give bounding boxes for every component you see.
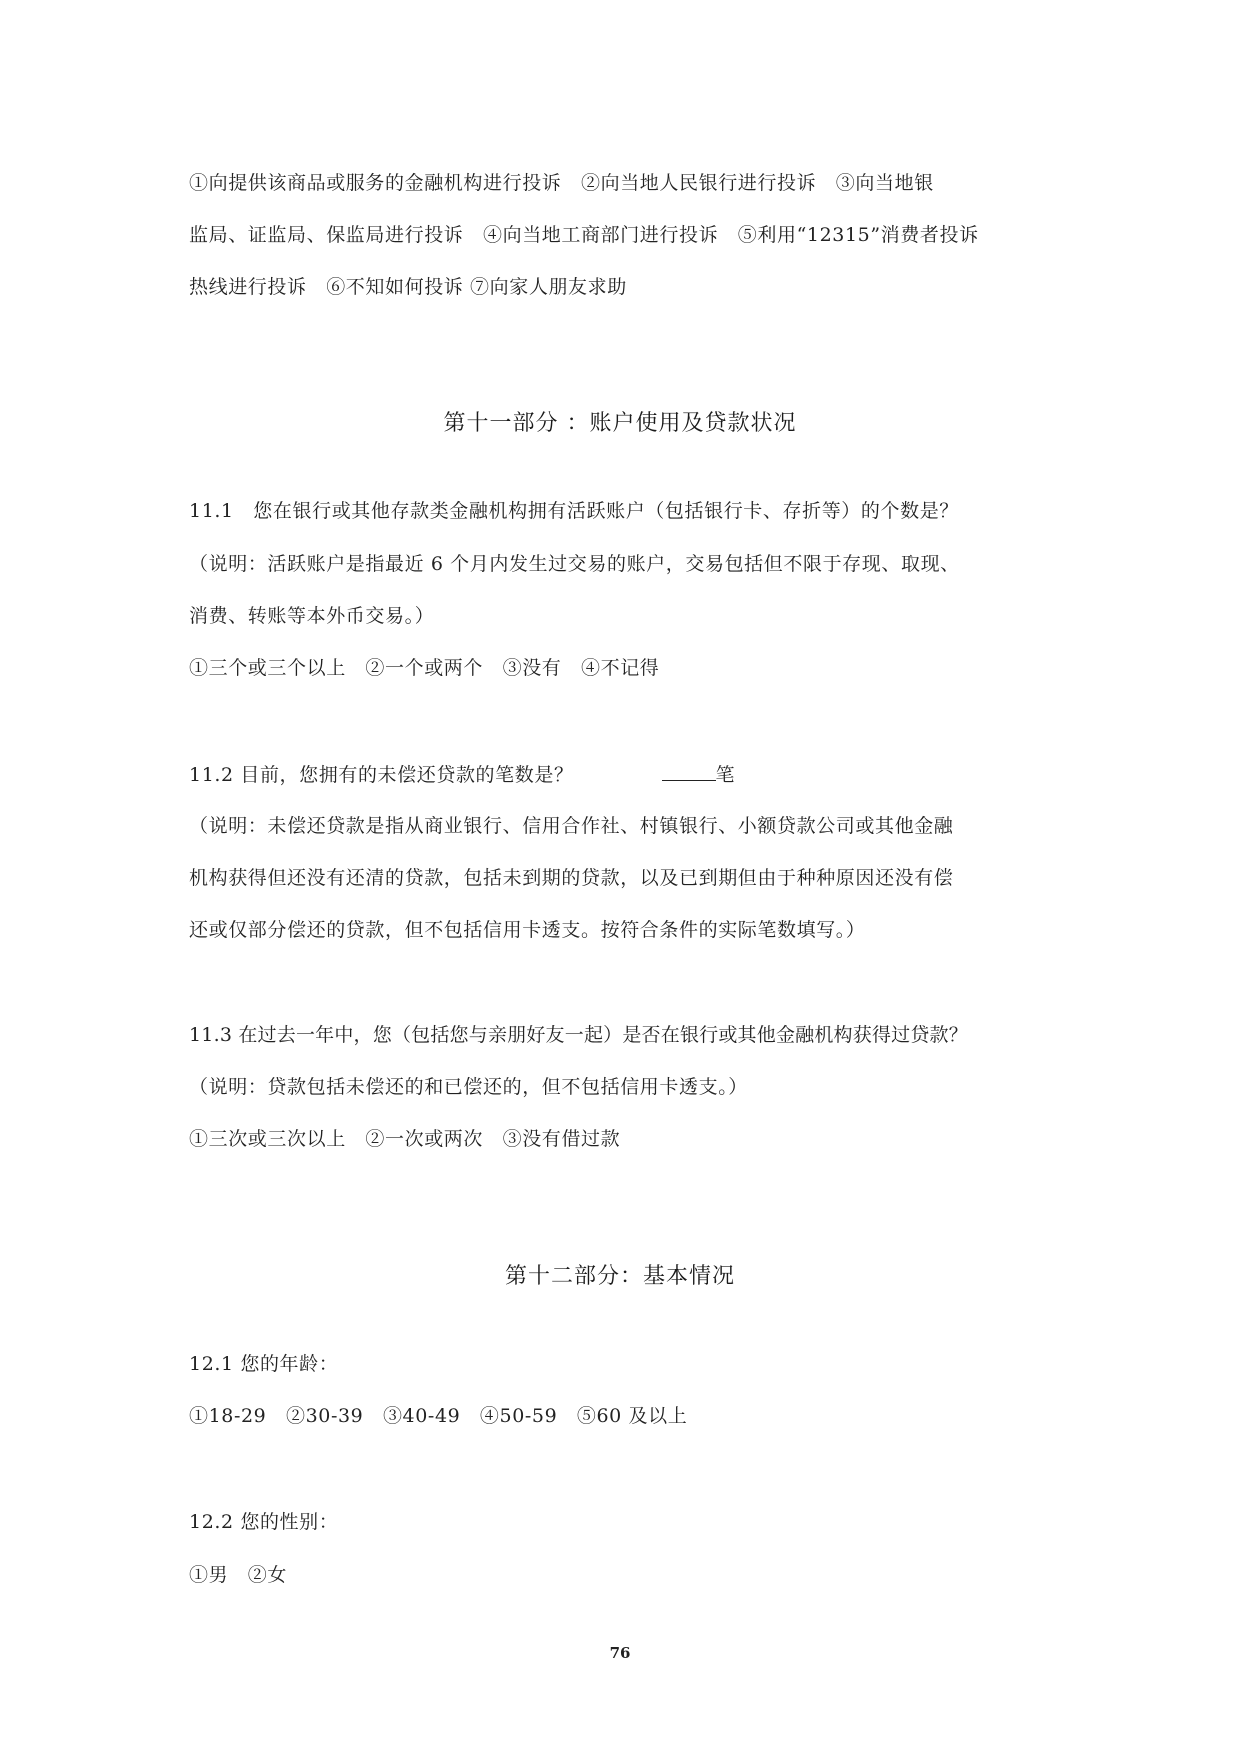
- question-12-2-options: ①男 ②女: [189, 1564, 288, 1586]
- question-11-2-note-line-2: 机构获得但还没有还清的贷款，包括未到期的贷款，以及已到期但由于种种原因还没有偿: [189, 867, 954, 889]
- question-11-2-row: [189, 760, 1059, 788]
- complaint-options-line-2: 监局、证监局、保监局进行投诉 ④向当地工商部门进行投诉 ⑤利用“12315”消费者投诉: [189, 224, 979, 246]
- question-11-2-note-line-3: 还或仅部分偿还的贷款，但不包括信用卡透支。按符合条件的实际笔数填写。）: [189, 919, 866, 941]
- question-11-1: 11.1 您在银行或其他存款类金融机构拥有活跃账户（包括银行卡、存折等）的个数是？: [189, 500, 959, 522]
- question-12-1: 12.1 您的年龄：: [189, 1353, 339, 1375]
- question-11-3-note-line-1: （说明：贷款包括未偿还的和已偿还的，但不包括信用卡透支。）: [189, 1076, 748, 1098]
- question-11-3: 11.3 在过去一年中，您（包括您与亲朋好友一起）是否在银行或其他金融机构获得过贷款？: [189, 1024, 968, 1046]
- question-11-2-note-line-1: （说明：未偿还贷款是指从商业银行、信用合作社、村镇银行、小额贷款公司或其他金融: [189, 815, 954, 837]
- question-11-1-options: ①三个或三个以上 ②一个或两个 ③没有 ④不记得: [189, 657, 660, 679]
- question-11-1-note-line-2: 消费、转账等本外币交易。）: [189, 605, 435, 627]
- question-11-1-note-line-1: （说明：活跃账户是指最近 6 个月内发生过交易的账户，交易包括但不限于存现、取现、: [189, 553, 960, 575]
- section-11-title: 第十一部分 ：账户使用及贷款状况: [443, 411, 797, 436]
- question-12-1-options: ①18-29 ②30-39 ③40-49 ④50-59 ⑤60 及以上: [189, 1405, 688, 1427]
- section-12-title: 第十二部分：基本情况: [504, 1264, 735, 1289]
- answer-blank[interactable]: [662, 760, 716, 781]
- question-12-2: 12.2 您的性别：: [189, 1511, 339, 1533]
- question-11-2: 11.2 目前，您拥有的未偿还贷款的笔数是？: [189, 764, 574, 786]
- page-number: 76: [609, 1644, 631, 1662]
- question-11-2-unit: 笔: [715, 764, 736, 786]
- complaint-options-line-3: 热线进行投诉 ⑥不知如何投诉 ⑦向家人朋友求助: [189, 276, 627, 298]
- complaint-options-line-1: ①向提供该商品或服务的金融机构进行投诉 ②向当地人民银行进行投诉 ③向当地银: [189, 172, 934, 194]
- question-11-3-options: ①三次或三次以上 ②一次或两次 ③没有借过款: [189, 1128, 621, 1150]
